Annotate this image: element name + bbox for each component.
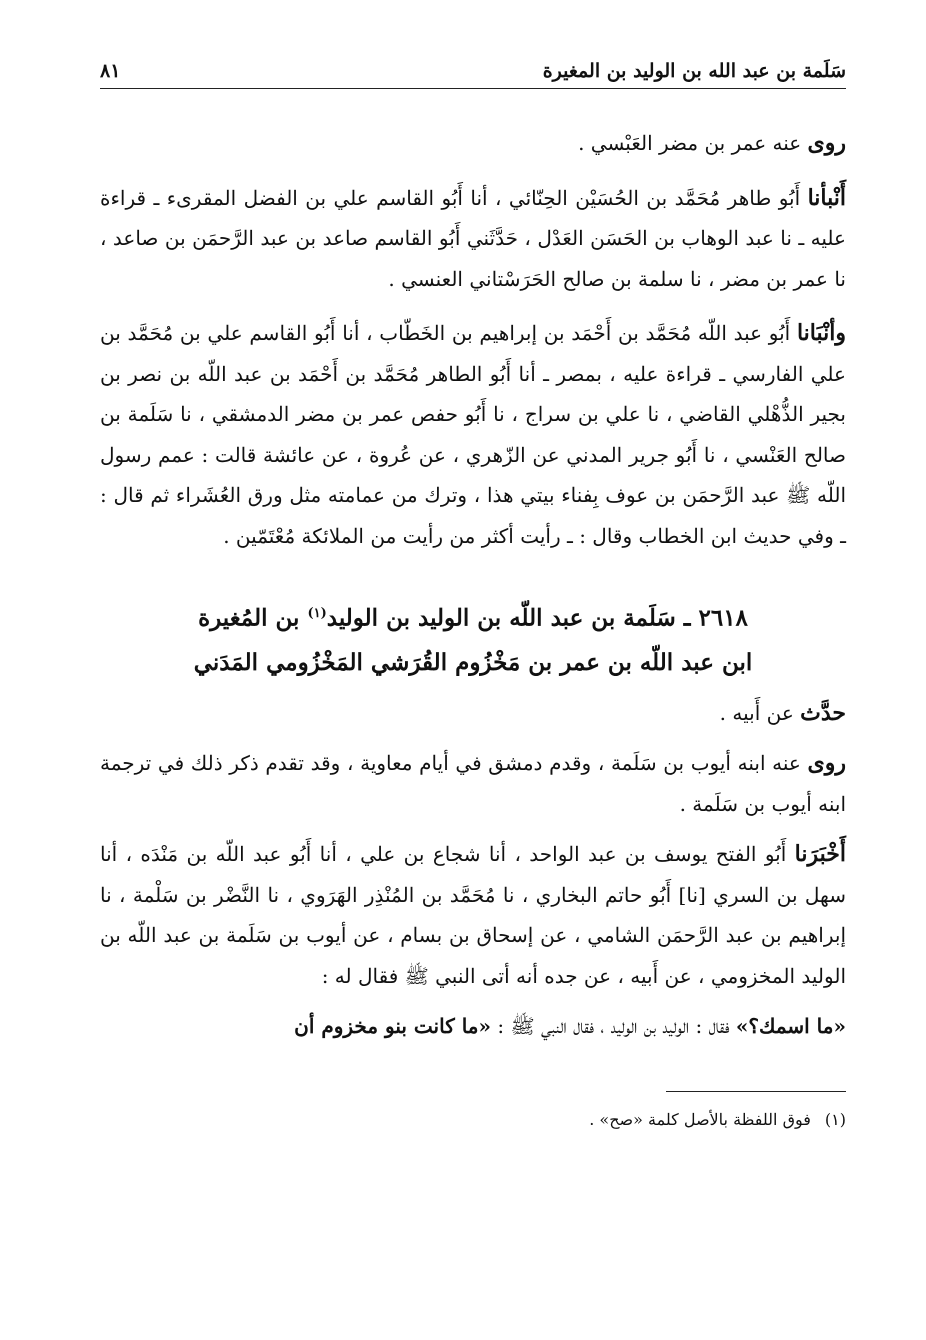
book-page	[100, 60, 846, 1129]
entry-heading	[100, 592, 846, 685]
entry-heading-line-1: ٢٦١٨ ـ سَلَمة بن عبد اللّه بن الوليد بن الوليد$^{(١)}$ بن المُغيرة	[198, 604, 748, 632]
paragraph-lead: حدَّث	[800, 699, 846, 726]
running-title: سَلَمة بن عبد الله بن الوليد بن المغيرة	[542, 60, 846, 82]
paragraph-isnad-3	[100, 834, 846, 996]
paragraph-riwaya-1	[100, 123, 846, 164]
paragraph-tail: «ما كانت بنو مخزوم أن	[294, 1014, 491, 1039]
paragraph-lead: أَنْبأنا	[807, 184, 846, 211]
paragraph-text: أَبُو الفتح يوسف بن عبد الواحد ، أنا شجاع بن علي ، أنا أَبُو عبد اللّه بن مَنْدَه ، أنا سهل بن السري [نا] أَبُو حاتم البخاري ، نا مُحَمَّد بن المُنْذِر الهَرَوي ، نا النَّضْر بن سَلْمة ، نا إبراهيم بن عبد الرَّحمَن الشامي ، عن إسحاق بن بسام ، عن أيوب بن سَلَمة بن عبد اللّه بن الوليد المخزومي ، عن أَبيه ، عن جده أنه أتى النبي ﷺ فقال له :	[100, 842, 846, 988]
footnote	[100, 1110, 846, 1129]
running-header	[100, 60, 846, 89]
footnote-number: (١)	[824, 1109, 846, 1129]
paragraph-isnad-1	[100, 178, 846, 300]
paragraph-riwaya-2	[100, 743, 846, 824]
footnote-text: فوق اللفظة بالأصل كلمة «صح» .	[589, 1109, 811, 1129]
footnote-reference: (١)	[307, 606, 327, 621]
paragraph-lead: روى	[807, 750, 846, 777]
entry-heading-line-2: ابن عبد اللّه بن عمر بن مَخْزُوم القُرَشي المَخْزُومي المَدَني	[193, 648, 753, 676]
paragraph-text: أَبُو عبد اللّه مُحَمَّد بن أَحْمَد بن إبراهيم بن الخَطّاب ، أنا أَبُو القاسم علي بن مُحَمَّد بن علي الفارسي ـ قراءة عليه ، بمصر ـ أنا أَبُو الطاهر مُحَمَّد بن أَحْمَد بن عبد اللّه بن نصر بن بجير الذُّهْلي القاضي ، نا علي بن سراج ، نا أَبُو حفص عمر بن مضر الدمشقي ، نا سَلَمة بن صالح العَنْسي ، نا أَبُو جرير المدني عن الزّهري ، عن عُروة ، عن عائشة قالت : عمم رسول اللّه ﷺ عبد الرَّحمَن بن عوف بِفناء بيتي هذا ، وترك من عمامته مثل ورق العُشَراء ثم قال : ـ وفي حديث ابن الخطاب وقال : ـ رأيت أكثر من رأيت من الملائكة مُعْتَمّين .	[100, 321, 846, 548]
paragraph-isnad-2	[100, 313, 846, 556]
paragraph-text: عن أَبيه .	[719, 700, 801, 725]
paragraph-lead: وأنْبَانا	[796, 320, 846, 346]
footnote-divider	[666, 1091, 846, 1092]
paragraph-hadath	[100, 693, 846, 734]
paragraph-text: أَبُو طاهر مُحَمَّد بن الحُسَيْن الحِنّائي ، أنا أَبُو القاسم علي بن الفضل المقرىء ـ قراءة عليه ـ نا عبد الوهاب بن الحَسَن العَدْل ، حَدَّثَني أَبُو القاسم صاعد بن عبد الرَّحمَن بن صاعد ، نا عمر بن مضر ، نا سلمة بن صالح الحَرَسْتاني العنسي .	[100, 185, 846, 291]
paragraph-text: عنه ابنه أيوب بن سَلَمة ، وقدم دمشق في أيام معاوية ، وقد تقدم ذكر ذلك في ترجمة ابنه أيوب بن سَلَمة .	[100, 751, 846, 816]
paragraph-text: عنه عمر بن مضر العَبْسي .	[578, 131, 808, 155]
paragraph-lead: أَخْبَرَنا	[794, 841, 846, 868]
paragraph-hadith-text	[100, 1006, 846, 1047]
page-number: ٨١	[100, 60, 121, 82]
paragraph-lead: روى	[807, 130, 846, 156]
paragraph-lead: «ما اسمك؟»	[735, 1014, 846, 1039]
paragraph-text: فقال : الوليد بن الوليد ، فقال النبي ﷺ :	[491, 1014, 736, 1039]
